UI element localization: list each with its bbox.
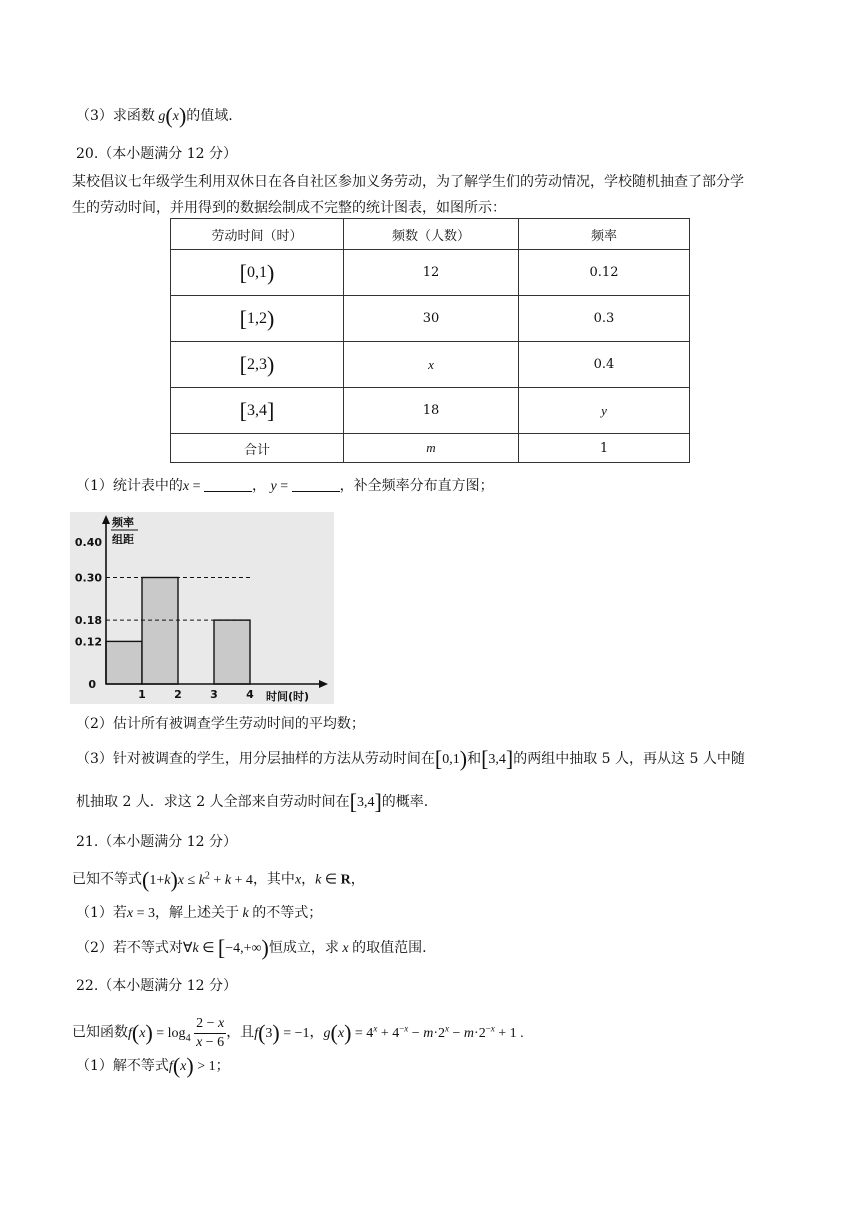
y-tick-label: 0.40 [74,536,102,549]
q22-part1: （1）解不等式f(x) > 1； [76,1053,230,1078]
interval-0-1: [0,1) [434,746,468,771]
freq-cell: x [344,342,519,388]
freq-cell: 30 [344,296,519,342]
y-tick-label: 0.30 [74,571,102,585]
q19-part3: （3）求函数 g(x)的值域. [76,103,233,128]
histogram-bar [106,641,142,684]
col-header-time: 劳动时间（时） [171,219,344,250]
q22-function-f: $f(x) = \log_4$ $\frac{2 - x}{x - 6}$ [128,1015,225,1050]
table-row [171,296,690,342]
q22-function-g: $g(x) = 4^x + 4^{-x} - m\cdot 2^x - m\cdot 2^{-x} + 1$ . [323,1019,524,1045]
frequency-histogram [70,512,334,704]
total-label: 合计 [171,434,344,463]
rate-cell: 0.12 [519,250,690,296]
interval-3-4: [3,4] [481,746,514,771]
q21-header: 21.（本小题满分 12 分） [76,834,237,850]
q21-statement: 已知不等式$(1+k)x \le k^2 + k + 4$，其中x，k ∈ R， [72,866,365,892]
x-tick-label: 4 [246,688,254,701]
table-row [171,342,690,388]
freq-cell: 12 [344,250,519,296]
table-row [171,250,690,296]
total-rate: 1 [519,434,690,463]
interval-cell: [3,4] [171,388,344,434]
x-axis-label: 时间(时) [266,690,310,703]
q21-part2: （2）若不等式对∀k ∈ [−4,+∞)恒成立，求 x 的取值范围. [76,935,427,960]
freq-cell: 18 [344,388,519,434]
origin-label: 0 [88,678,96,691]
x-tick-label: 3 [210,688,218,701]
q21-inequality: $(1+k)x \le k^2 + k + 4$ [142,866,253,892]
col-header-rate: 频率 [519,219,690,250]
histogram-bar [214,620,250,684]
q22-header: 22.（本小题满分 12 分） [76,978,237,994]
q20-header: 20.（本小题满分 12 分） [76,146,237,162]
table-row [171,388,690,434]
answer-blank-x[interactable] [204,477,252,492]
table-header-row [171,219,690,250]
rate-cell: 0.4 [519,342,690,388]
col-header-frequency: 频数（人数） [344,219,519,250]
q20-part1: （1）统计表中的x = ， y = ，补全频率分布直方图； [76,478,494,494]
q20-part3-line2: 机抽取 2 人．求这 2 人全部来自劳动时间在[3,4]的概率. [76,789,429,814]
histogram-bar [142,578,178,685]
q19-function-g: g(x) [158,103,187,128]
q20-part2: （2）估计所有被调查学生劳动时间的平均数； [76,716,365,732]
total-freq: m [344,434,519,463]
y-tick-label: 0.18 [74,614,102,628]
q20-part3-line1: （3）针对被调查的学生，用分层抽样的方法从劳动时间在[0,1)和[3,4]的两组中抽取 5 人，再从这 5 人中随 [76,746,745,771]
frequency-table [170,218,690,463]
rate-cell: y [519,388,690,434]
y-label-top: 频率 [112,516,134,529]
answer-blank-y[interactable] [292,477,340,492]
table-total-row [171,434,690,463]
rate-cell: 0.3 [519,296,690,342]
x-tick-label: 2 [174,688,182,701]
q20-intro-line1: 某校倡议七年级学生利用双休日在各自社区参加义务劳动，为了解学生们的劳动情况，学校随机抽查了部分学 [72,174,744,190]
q21-part1: （1）若x = 3，解上述关于 k 的不等式； [76,905,323,921]
y-label-bottom: 组距 [112,533,134,546]
interval-3-4: [3,4] [349,789,382,814]
interval-cell: [1,2) [171,296,344,342]
q22-statement: 已知函数$f(x) = \log_4$ $\frac{2 - x}{x - 6}$ ，且f(3) = −1，$g(x) = 4^x + 4^{-x} - m\cdot 2^x - m\cdot 2^{-x} + 1$ . [72,1015,524,1050]
y-tick-label: 0.12 [74,635,102,649]
x-tick-label: 1 [138,688,146,701]
q20-intro-line2: 生的劳动时间，并用得到的数据绘制成不完整的统计图表，如图所示： [72,200,506,216]
interval-cell: [0,1) [171,250,344,296]
interval-cell: [2,3) [171,342,344,388]
